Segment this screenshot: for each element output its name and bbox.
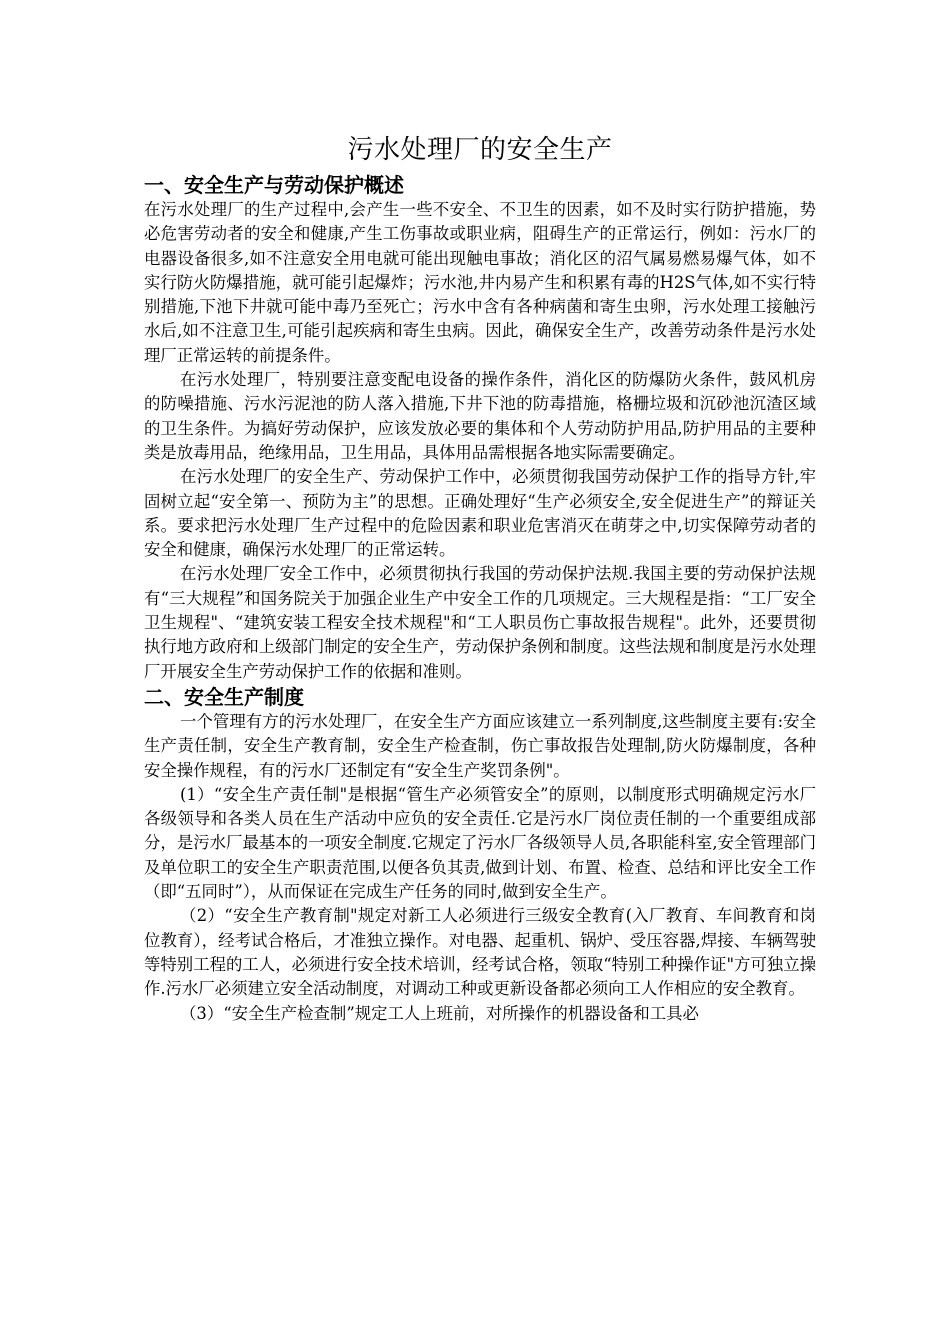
paragraph: 在污水处理厂安全工作中，必须贯彻执行我国的劳动保护法规.我国主要的劳动保护法规有“三大规程”和国务院关于加强企业生产中安全工作的几项规定。三大规程是指：“工厂安全卫生规程"、“建筑安装工程安全技术规程"和“工人职员伤亡事故报告规程"。此外，还要贯彻执行地方政府和上级部门制定的安全生产，劳动保护条例和制度。这些法规和制度是污水处理厂开展安全生产劳动保护工作的依据和准则。 [144,564,817,681]
section-heading-safety-system: 二、安全生产制度 [144,684,304,709]
section-heading-overview: 一、安全生产与劳动保护概述 [144,173,404,197]
document-page [144,128,816,1026]
paragraph: （3）“安全生产检查制”规定工人上班前，对所操作的机器设备和工具必 [180,1003,699,1023]
document-title: 污水处理厂的安全生产 [347,135,613,165]
paragraph: (1）“安全生产责任制"是根据“管生产必须管安全”的原则，以制度形式明确规定污水厂各级领导和各类人员在生产活动中应负的安全责任.它是污水厂岗位责任制的一个重要组成部分，是污水厂最基本的一项安全制度.它规定了污水厂各级领导人员,各职能科室,安全管理部门及单位职工的安全生产职责范围,以便各负其责,做到计划、布置、检查、总结和评比安全工作（即“五同时”），从而保证在完成生产任务的同时,做到安全生产。 [144,784,816,902]
paragraph: 在污水处理厂，特别要注意变配电设备的操作条件，消化区的防爆防火条件，鼓风机房的防噪措施、污水污泥池的防人落入措施,下井下池的防毒措施，格栅垃圾和沉砂池沉渣区域的卫生条件。为搞好劳动保护，应该发放必要的集体和个人劳动防护用品,防护用品的主要种类是放毒用品，绝缘用品，卫生用品，具体用品需根据各地实际需要确定。 [144,370,816,462]
paragraph: （2）“安全生产教育制"规定对新工人必须进行三级安全教育(入厂教育、车间教育和岗位教育），经考试合格后，才准独立操作。对电器、起重机、锅炉、受压容器,焊接、车辆驾驶等特别工程的工人，必须进行安全技术培训，经考试合格，领取“特别工种操作证"方可独立操作.污水厂必须建立安全活动制度，对调动工种或更新设备都必须向工人作相应的安全教育。 [144,906,816,999]
paragraph: 在污水处理厂的生产过程中,会产生一些不安全、不卫生的因素，如不及时实行防护措施，势必危害劳动者的安全和健康,产生工伤事故或职业病，阻碍生产的正常运行，例如：污水厂的电器设备很多,如不注意安全用电就可能出现触电事故；消化区的沼气属易燃易爆气体，如不实行防火防爆措施，就可能引起爆炸；污水池,井内易产生和积累有毒的H2S气体,如不实行特别措施,下池下井就可能中毒乃至死亡；污水中含有各种病菌和寄生虫卵，污水处理工接触污水后,如不注意卫生,可能引起疾病和寄生虫病。因此，确保安全生产，改善劳动条件是污水处理厂正常运转的前提条件。 [144,200,816,365]
paragraph: 一个管理有方的污水处理厂，在安全生产方面应该建立一系列制度,这些制度主要有:安全生产责任制，安全生产教育制，安全生产检查制，伤亡事故报告处理制,防火防爆制度，各种安全操作规程，有的污水厂还制定有“安全生产奖罚条例"。 [144,711,816,780]
paragraph: 在污水处理厂的安全生产、劳动保护工作中，必须贯彻我国劳动保护工作的指导方针,牢固树立起“安全第一、预防为主”的思想。正确处理好“生产必须安全,安全促进生产”的辩证关系。要求把污水处理厂生产过程中的危险因素和职业危害消灭在萌芽之中,切实保障劳动者的安全和健康，确保污水处理厂的正常运转。 [144,467,816,560]
